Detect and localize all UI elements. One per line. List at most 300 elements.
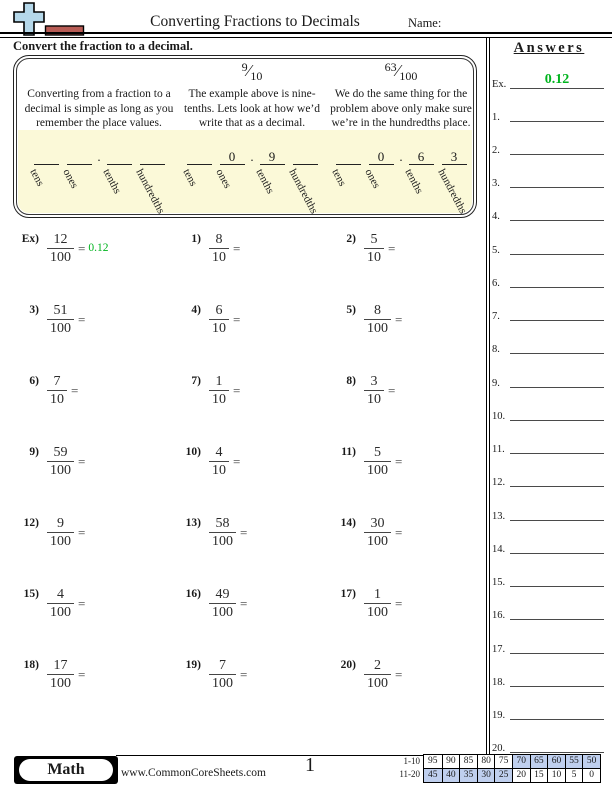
equals-sign: = xyxy=(395,454,403,469)
fraction-denominator: 100 xyxy=(47,603,74,621)
problem-cell xyxy=(175,516,330,587)
answer-row xyxy=(490,297,608,321)
answer-blank-line xyxy=(510,520,604,521)
answer-blank-line xyxy=(510,453,604,454)
answer-number: 1. xyxy=(492,111,500,123)
answer-blank-line xyxy=(510,719,604,720)
answer-blank-line xyxy=(510,420,604,421)
place-value-label: tens xyxy=(179,167,199,189)
problem-cell xyxy=(13,516,175,587)
example-fraction xyxy=(328,61,474,87)
fraction-numerator: 8 xyxy=(215,232,223,247)
fraction-denominator: 100 xyxy=(47,674,74,692)
place-value-label: tenths xyxy=(401,167,425,196)
fraction-denominator: 100 xyxy=(209,532,236,550)
place-value-slot xyxy=(99,149,132,196)
problem-cell xyxy=(175,587,330,658)
score-cell: 70 xyxy=(512,755,530,768)
score-cell: 0 xyxy=(582,769,600,782)
place-value-digit xyxy=(140,149,165,164)
fraction-numerator: 4 xyxy=(57,587,64,602)
problem-number: 18) xyxy=(23,659,39,671)
score-cell: 95 xyxy=(428,756,438,767)
fraction xyxy=(209,587,236,621)
fraction-denominator: 100 xyxy=(364,603,391,621)
answer-row xyxy=(490,729,608,753)
answer-row xyxy=(490,430,608,454)
answer-blank-line xyxy=(510,387,604,388)
place-value-chart xyxy=(328,149,474,216)
place-value-label: tenths xyxy=(252,167,276,196)
math-badge xyxy=(14,756,118,784)
equals-sign: = xyxy=(395,667,403,682)
place-value-blank xyxy=(336,164,361,165)
problem-cell xyxy=(13,374,175,445)
answer-row xyxy=(490,596,608,620)
problem-cell xyxy=(330,445,480,516)
fraction xyxy=(364,232,384,266)
decimal-point-slot xyxy=(250,149,255,165)
problem-cell xyxy=(13,303,175,374)
score-cell: 60 xyxy=(547,755,565,768)
score-cell: 20 xyxy=(512,769,530,782)
problem-cell xyxy=(13,587,175,658)
score-table-row xyxy=(424,755,600,768)
place-value-label: hundredths xyxy=(132,167,167,216)
answer-blank-line xyxy=(510,653,604,654)
problem-number: 11) xyxy=(341,446,356,458)
place-value-blank xyxy=(409,164,434,165)
score-cell: 10 xyxy=(547,769,565,782)
page-title: Converting Fractions to Decimals xyxy=(150,13,360,30)
place-value-slot xyxy=(285,149,320,216)
answer-blank-line xyxy=(510,553,604,554)
score-cell: 40 xyxy=(442,769,460,782)
fraction-numerator: 9 xyxy=(57,516,64,531)
place-value-digit xyxy=(187,149,212,164)
equals-sign: = xyxy=(233,383,241,398)
place-value-slot xyxy=(179,149,212,189)
fraction xyxy=(47,303,74,337)
fraction xyxy=(209,516,236,550)
answer-row xyxy=(490,231,608,255)
place-value-slot xyxy=(328,149,361,189)
answer-number: 3. xyxy=(492,178,500,190)
answer-number: 10. xyxy=(492,410,506,422)
answer-number: 9. xyxy=(492,377,500,389)
equals-sign: = xyxy=(388,241,396,256)
place-value-blank xyxy=(220,164,245,165)
fraction xyxy=(364,374,384,408)
place-value-slot xyxy=(252,149,285,196)
score-cell: 45 xyxy=(424,769,442,782)
place-value-slot xyxy=(361,149,394,191)
example-fraction-slot xyxy=(22,61,176,87)
example-fraction xyxy=(176,61,328,87)
answer-number: 5. xyxy=(492,244,500,256)
example-denominator: 100 xyxy=(399,69,418,83)
instruction-box xyxy=(13,55,477,218)
fraction-denominator: 10 xyxy=(209,319,229,337)
answer-row xyxy=(490,497,608,521)
fraction xyxy=(364,658,391,692)
place-value-digit xyxy=(336,149,361,164)
problem-cell xyxy=(175,303,330,374)
answer-row xyxy=(490,65,608,89)
equals-sign: = xyxy=(78,667,86,682)
score-cell: 75 xyxy=(494,755,512,768)
problem-cell xyxy=(175,445,330,516)
fraction-numerator: 1 xyxy=(215,374,223,389)
fraction xyxy=(47,587,74,621)
score-cell: 30 xyxy=(477,769,495,782)
score-cell: 90 xyxy=(442,755,460,768)
answer-number: 4. xyxy=(492,211,500,223)
place-value-blank xyxy=(107,164,132,165)
equals-sign: = xyxy=(240,596,248,611)
answer-row xyxy=(490,197,608,221)
fraction xyxy=(364,587,391,621)
equals-sign: = xyxy=(395,525,403,540)
fraction-numerator: 58 xyxy=(215,516,230,531)
answer-blank-line xyxy=(510,686,604,687)
answer-blank-line xyxy=(510,353,604,354)
fraction-denominator: 100 xyxy=(364,461,391,479)
plus-minus-logo-icon xyxy=(12,2,90,36)
fraction xyxy=(47,658,74,692)
place-value-chart xyxy=(22,149,176,216)
place-value-slot xyxy=(401,149,434,196)
problem-cell xyxy=(175,232,330,303)
place-value-label: ones xyxy=(212,167,233,191)
answer-row xyxy=(490,463,608,487)
answer-blank-line xyxy=(510,220,604,221)
fraction-denominator: 100 xyxy=(47,319,74,337)
fraction-denominator: 100 xyxy=(364,674,391,692)
answer-row xyxy=(490,696,608,720)
answer-blank-line xyxy=(510,586,604,587)
problem-number: 16) xyxy=(185,588,201,600)
decimal-point: . xyxy=(97,149,101,164)
answer-row xyxy=(490,530,608,554)
answer-number: 16. xyxy=(492,610,506,622)
answer-blank-line xyxy=(510,254,604,255)
fraction xyxy=(209,232,229,266)
equals-sign: = xyxy=(233,241,241,256)
equals-sign: = xyxy=(78,241,86,256)
answer-number: Ex. xyxy=(492,78,507,90)
instruction-text: The example above is nine-tenths. Lets look at how we’d write that as a decimal. xyxy=(183,88,321,130)
score-range-label: 11-20 xyxy=(399,769,420,779)
fraction-slash: ⁄ xyxy=(247,61,251,80)
place-value-blank xyxy=(442,164,467,165)
score-range-label: 1-10 xyxy=(403,756,420,766)
place-value-blank xyxy=(260,164,285,165)
place-value-digit: 6 xyxy=(417,149,425,164)
instruction-text: Converting from a fraction to a decimal is simple as long as you remember the place values. xyxy=(24,88,174,130)
fraction xyxy=(209,658,236,692)
fraction-denominator: 10 xyxy=(364,248,384,266)
fraction-numerator: 4 xyxy=(215,445,223,460)
fraction-numerator: 8 xyxy=(374,303,381,318)
footer-rule xyxy=(116,755,423,756)
problem-cell xyxy=(330,374,480,445)
answer-number: 13. xyxy=(492,510,506,522)
score-cell: 65 xyxy=(530,755,548,768)
fraction xyxy=(364,303,391,337)
problem-cell xyxy=(175,658,330,729)
place-value-blank xyxy=(34,164,59,165)
fraction xyxy=(209,303,229,337)
place-value-digit: 9 xyxy=(268,149,276,164)
instruction-col-1 xyxy=(22,61,176,217)
score-cell: 85 xyxy=(459,755,477,768)
place-value-digit xyxy=(67,149,92,164)
place-value-digit xyxy=(293,149,318,164)
fraction-numerator: 59 xyxy=(53,445,68,460)
fraction xyxy=(47,232,74,266)
answer-row xyxy=(490,131,608,155)
answer-number: 8. xyxy=(492,344,500,356)
problem-number: 13) xyxy=(185,517,201,529)
decimal-point-slot xyxy=(97,149,102,165)
fraction-numerator: 17 xyxy=(53,658,68,673)
instruction-col-2 xyxy=(176,61,328,217)
problem-number: 2) xyxy=(346,233,356,245)
place-value-label: tens xyxy=(328,167,348,189)
problem-number: 15) xyxy=(23,588,39,600)
fraction-numerator: 7 xyxy=(219,658,226,673)
answer-row xyxy=(490,630,608,654)
answer-blank-line xyxy=(510,486,604,487)
fraction-denominator: 10 xyxy=(47,390,67,408)
answer-number: 14. xyxy=(492,543,506,555)
example-numerator: 63 xyxy=(384,60,397,74)
answer-blank-line xyxy=(510,154,604,155)
name-label: Name: xyxy=(408,16,442,30)
problem-number: 10) xyxy=(185,446,201,458)
place-value-label: hundredths xyxy=(285,167,320,216)
fraction-numerator: 1 xyxy=(374,587,381,602)
problem-number: 5) xyxy=(346,304,356,316)
fraction-numerator: 7 xyxy=(53,374,61,389)
decimal-point: . xyxy=(399,149,403,164)
fraction xyxy=(209,445,229,479)
problem-cell xyxy=(175,374,330,445)
fraction-denominator: 100 xyxy=(209,674,236,692)
answer-row xyxy=(490,330,608,354)
problem-number: 8) xyxy=(346,375,356,387)
fraction-denominator: 100 xyxy=(47,461,74,479)
answers-title: Answers xyxy=(513,40,585,56)
problem-number: 1) xyxy=(191,233,201,245)
score-cell: 50 xyxy=(582,755,600,768)
answer-row xyxy=(490,397,608,421)
answer-row xyxy=(490,98,608,122)
fraction xyxy=(209,374,229,408)
answer-row xyxy=(490,264,608,288)
place-value-digit xyxy=(34,149,59,164)
place-value-digit: 3 xyxy=(450,149,458,164)
problem-cell xyxy=(13,232,175,303)
answer-blank-line xyxy=(510,187,604,188)
fraction-denominator: 100 xyxy=(364,319,391,337)
score-cell: 25 xyxy=(494,769,512,782)
problem-number: 20) xyxy=(340,659,356,671)
place-value-digit xyxy=(107,149,132,164)
problem-number: 17) xyxy=(340,588,356,600)
directions-text: Convert the fraction to a decimal. xyxy=(13,39,193,53)
fraction-numerator: 12 xyxy=(53,232,68,247)
example-numerator: 9 xyxy=(241,60,248,74)
score-cell: 5 xyxy=(565,769,583,782)
place-value-blank xyxy=(187,164,212,165)
math-badge-pill xyxy=(19,759,113,781)
fraction-slash: ⁄ xyxy=(396,61,400,80)
equals-sign: = xyxy=(78,312,86,327)
problem-cell xyxy=(13,445,175,516)
place-value-blank xyxy=(369,164,394,165)
problem-number: 14) xyxy=(340,517,356,529)
place-value-chart xyxy=(176,149,328,216)
fraction-numerator: 51 xyxy=(53,303,68,318)
equals-sign: = xyxy=(240,525,248,540)
answer-blank-line xyxy=(510,121,604,122)
problems-grid xyxy=(13,232,480,729)
problem-number: 19) xyxy=(185,659,201,671)
equals-sign: = xyxy=(78,454,86,469)
score-cell: 35 xyxy=(459,769,477,782)
fraction-denominator: 10 xyxy=(209,248,229,266)
answer-number: 17. xyxy=(492,643,506,655)
problem-cell xyxy=(330,232,480,303)
problem-cell xyxy=(330,516,480,587)
problem-cell xyxy=(330,658,480,729)
equals-sign: = xyxy=(78,525,86,540)
answer-blank-line xyxy=(510,320,604,321)
answer-blank-line xyxy=(510,287,604,288)
fraction xyxy=(47,445,74,479)
page-number: 1 xyxy=(305,754,315,776)
answer-number: 12. xyxy=(492,477,506,489)
place-value-blank xyxy=(67,164,92,165)
score-cell: 55 xyxy=(565,755,583,768)
answer-row xyxy=(490,663,608,687)
fraction-denominator: 100 xyxy=(364,532,391,550)
answer-number: 2. xyxy=(492,144,500,156)
place-value-slot xyxy=(132,149,167,216)
answer-number: 11. xyxy=(492,444,505,456)
instruction-col-3 xyxy=(328,61,474,217)
equals-sign: = xyxy=(395,312,403,327)
answer-row xyxy=(490,364,608,388)
problem-number: 9) xyxy=(29,446,39,458)
fraction-denominator: 100 xyxy=(47,532,74,550)
fraction-numerator: 5 xyxy=(370,232,378,247)
answer-value: 0.12 xyxy=(544,71,570,87)
answer-blank-line xyxy=(510,88,604,89)
problem-number: 3) xyxy=(29,304,39,316)
answer-row xyxy=(490,563,608,587)
fraction-denominator: 100 xyxy=(209,603,236,621)
equals-sign: = xyxy=(395,596,403,611)
fraction xyxy=(47,374,67,408)
example-denominator: 10 xyxy=(250,69,263,83)
fraction-numerator: 3 xyxy=(370,374,378,389)
equals-sign: = xyxy=(233,312,241,327)
example-answer: 0.12 xyxy=(88,242,109,254)
problem-cell xyxy=(330,587,480,658)
place-value-slot xyxy=(59,149,92,191)
decimal-point-slot xyxy=(399,149,404,165)
fraction-denominator: 10 xyxy=(364,390,384,408)
problem-number: 7) xyxy=(191,375,201,387)
problem-number: 4) xyxy=(191,304,201,316)
answer-number: 6. xyxy=(492,277,500,289)
fraction xyxy=(364,516,391,550)
website-url: www.CommonCoreSheets.com xyxy=(121,767,266,779)
fraction-denominator: 100 xyxy=(47,248,74,266)
fraction xyxy=(47,516,74,550)
answer-number: 20. xyxy=(492,743,506,755)
score-table xyxy=(423,754,601,783)
answers-column xyxy=(490,36,608,758)
header-rule xyxy=(0,32,612,34)
fraction-numerator: 30 xyxy=(370,516,385,531)
equals-sign: = xyxy=(71,383,79,398)
fraction-numerator: 49 xyxy=(215,587,230,602)
place-value-label: tens xyxy=(26,167,46,189)
answer-blank-line xyxy=(510,619,604,620)
problem-cell xyxy=(330,303,480,374)
score-cell: 80 xyxy=(477,755,495,768)
answer-number: 19. xyxy=(492,710,506,722)
problem-number: 6) xyxy=(29,375,39,387)
place-value-slot xyxy=(26,149,59,189)
score-table-row xyxy=(424,768,600,782)
problem-number: Ex) xyxy=(21,233,39,245)
equals-sign: = xyxy=(388,383,396,398)
place-value-label: ones xyxy=(361,167,382,191)
place-value-digit: 0 xyxy=(228,149,236,164)
fraction xyxy=(364,445,391,479)
place-value-label: tenths xyxy=(99,167,123,196)
score-cell: 15 xyxy=(530,769,548,782)
fraction-numerator: 5 xyxy=(374,445,381,460)
problem-number: 12) xyxy=(23,517,39,529)
answer-number: 15. xyxy=(492,577,506,589)
instruction-text: We do the same thing for the problem above only make sure we’re in the hundredths place. xyxy=(330,88,472,130)
fraction-numerator: 6 xyxy=(215,303,223,318)
place-value-digit: 0 xyxy=(377,149,385,164)
fraction-denominator: 10 xyxy=(209,461,229,479)
answer-number: 18. xyxy=(492,676,506,688)
fraction-numerator: 2 xyxy=(374,658,381,673)
answer-row xyxy=(490,164,608,188)
decimal-point: . xyxy=(250,149,254,164)
equals-sign: = xyxy=(78,596,86,611)
place-value-label: ones xyxy=(59,167,80,191)
place-value-slot xyxy=(434,149,469,216)
place-value-blank xyxy=(140,164,165,165)
equals-sign: = xyxy=(233,454,241,469)
equals-sign: = xyxy=(240,667,248,682)
place-value-slot xyxy=(212,149,245,191)
answer-number: 7. xyxy=(492,311,500,323)
problem-cell xyxy=(13,658,175,729)
fraction-denominator: 10 xyxy=(209,390,229,408)
place-value-blank xyxy=(293,164,318,165)
